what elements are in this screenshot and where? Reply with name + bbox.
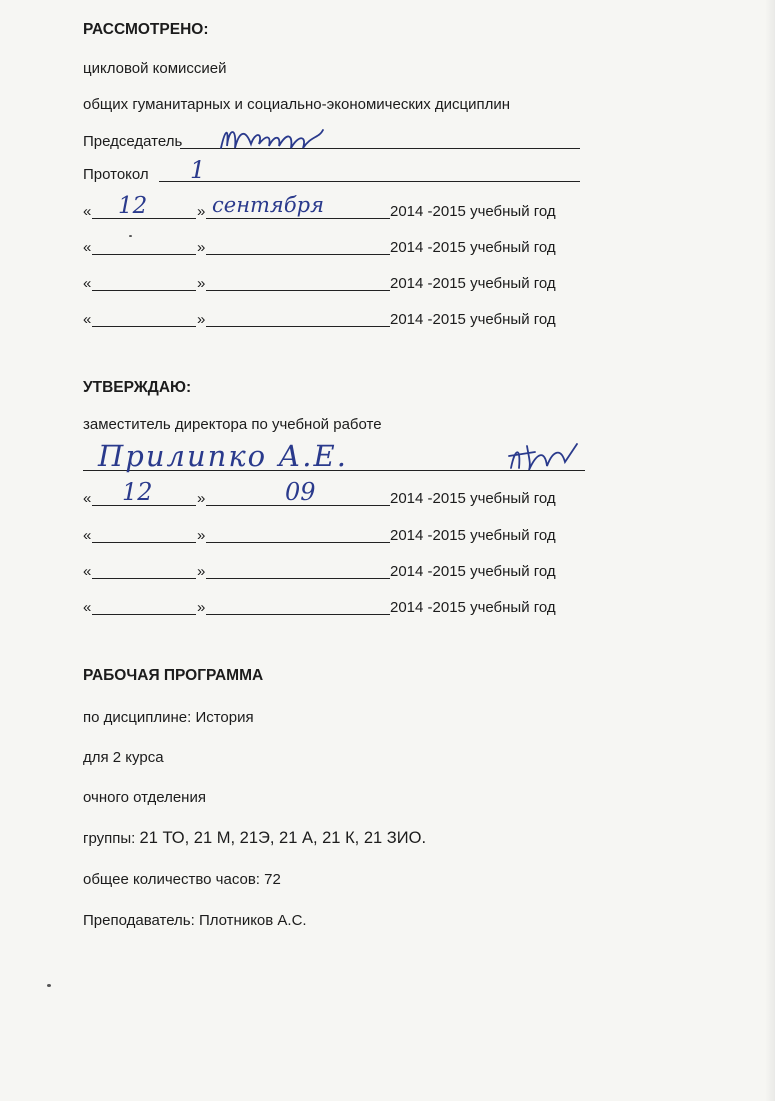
program-heading: РАБОЧАЯ ПРОГРАММА	[83, 667, 264, 684]
scan-speck	[129, 235, 132, 237]
chair-signature	[215, 118, 340, 158]
protocol-label: Протокол	[83, 166, 149, 183]
quote-close: »	[197, 239, 206, 256]
quote-open: «	[83, 203, 92, 220]
day-line	[92, 290, 196, 291]
academic-year: 2014 -2015 учебный год	[390, 599, 556, 616]
groups-value: 21 ТО, 21 М, 21Э, 21 А, 21 К, 21 ЗИО.	[139, 829, 427, 847]
approver-position: заместитель директора по учебной работе	[83, 416, 382, 433]
program-groups	[83, 830, 426, 847]
day-line	[92, 254, 196, 255]
month-line	[206, 542, 390, 543]
quote-close: »	[197, 599, 206, 616]
quote-close: »	[197, 275, 206, 292]
day-handwritten: 12	[122, 478, 153, 506]
approver-signature	[505, 440, 585, 476]
month-line	[206, 254, 390, 255]
day-line	[92, 326, 196, 327]
quote-open: «	[83, 490, 92, 507]
quote-close: »	[197, 527, 206, 544]
quote-close: »	[197, 203, 206, 220]
month-line	[206, 614, 390, 615]
program-department: очного отделения	[83, 789, 206, 806]
quote-open: «	[83, 239, 92, 256]
month-handwritten: 09	[285, 478, 316, 506]
academic-year: 2014 -2015 учебный год	[390, 311, 556, 328]
academic-year: 2014 -2015 учебный год	[390, 275, 556, 292]
protocol-number-handwritten: 1	[190, 156, 206, 184]
month-line	[206, 326, 390, 327]
quote-open: «	[83, 599, 92, 616]
month-line	[206, 290, 390, 291]
reviewed-disciplines: общих гуманитарных и социально-экономических дисциплин	[83, 96, 511, 113]
program-course: для 2 курса	[83, 749, 164, 766]
quote-open: «	[83, 527, 92, 544]
reviewed-heading: РАССМОТРЕНО:	[83, 21, 209, 38]
academic-year: 2014 -2015 учебный год	[390, 490, 556, 507]
groups-label: группы:	[83, 830, 136, 847]
day-line	[92, 542, 196, 543]
academic-year: 2014 -2015 учебный год	[390, 203, 556, 220]
program-teacher: Преподаватель: Плотников А.С.	[83, 912, 307, 929]
scan-speck	[47, 984, 51, 987]
quote-close: »	[197, 311, 206, 328]
month-line	[206, 578, 390, 579]
academic-year: 2014 -2015 учебный год	[390, 527, 556, 544]
day-line	[92, 614, 196, 615]
quote-open: «	[83, 563, 92, 580]
day-line	[92, 578, 196, 579]
approver-name-handwritten: Прилипко А.Е.	[98, 439, 348, 473]
chair-label: Председатель	[83, 133, 183, 150]
program-discipline: по дисциплине: История	[83, 709, 254, 726]
quote-open: «	[83, 275, 92, 292]
reviewed-commission: цикловой комиссией	[83, 60, 227, 77]
quote-close: »	[197, 490, 206, 507]
quote-open: «	[83, 311, 92, 328]
month-line	[206, 218, 390, 219]
academic-year: 2014 -2015 учебный год	[390, 563, 556, 580]
scan-edge-shadow	[765, 0, 775, 1101]
quote-close: »	[197, 563, 206, 580]
academic-year: 2014 -2015 учебный год	[390, 239, 556, 256]
program-hours: общее количество часов: 72	[83, 871, 281, 888]
month-handwritten: сентября	[212, 193, 325, 217]
approved-heading: УТВЕРЖДАЮ:	[83, 379, 192, 396]
day-handwritten: 12	[118, 193, 148, 219]
protocol-number-line	[159, 181, 580, 182]
